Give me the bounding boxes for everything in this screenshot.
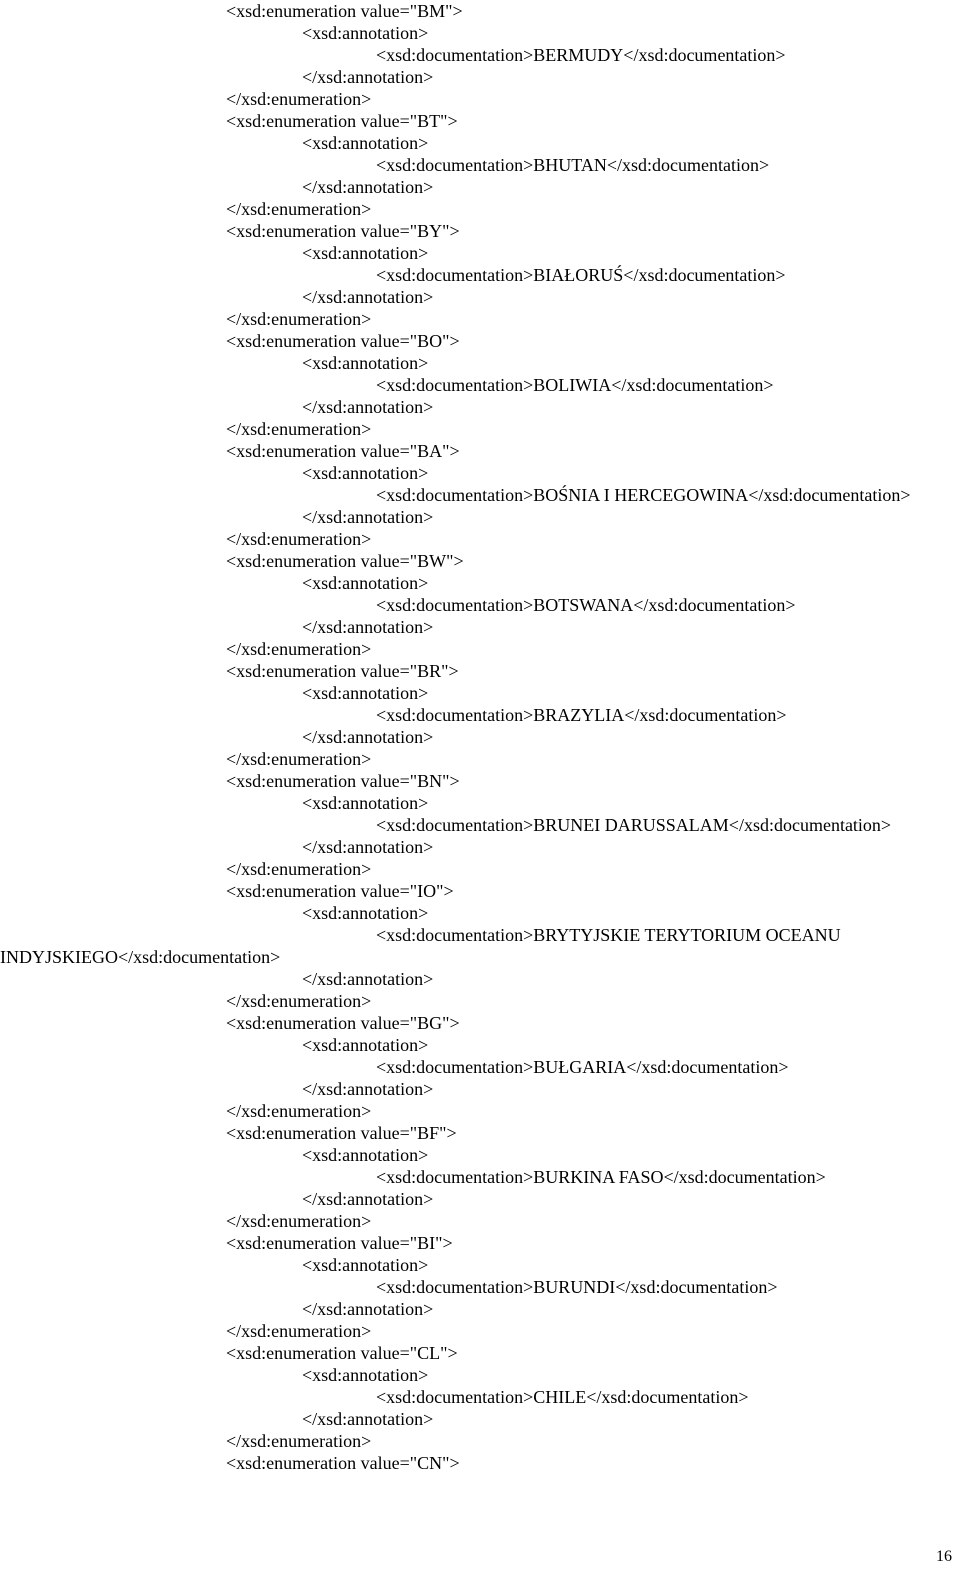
- code-line: <xsd:annotation>: [302, 353, 429, 373]
- code-line: <xsd:enumeration value="BR">: [226, 661, 459, 681]
- code-line: <xsd:annotation>: [302, 903, 429, 923]
- code-line: </xsd:enumeration>: [226, 529, 372, 549]
- code-line: </xsd:enumeration>: [226, 309, 372, 329]
- page-number: 16: [936, 1548, 952, 1565]
- code-line: <xsd:documentation>BOLIWIA</xsd:documentation>: [376, 375, 774, 395]
- code-line: <xsd:documentation>BIAŁORUŚ</xsd:documentation>: [376, 265, 786, 285]
- code-line: </xsd:annotation>: [302, 727, 434, 747]
- code-line: </xsd:annotation>: [302, 617, 434, 637]
- code-line: </xsd:annotation>: [302, 1079, 434, 1099]
- code-line: <xsd:annotation>: [302, 23, 429, 43]
- code-line: </xsd:enumeration>: [226, 199, 372, 219]
- code-line: <xsd:documentation>BURKINA FASO</xsd:documentation>: [376, 1167, 826, 1187]
- code-line: </xsd:enumeration>: [226, 991, 372, 1011]
- code-line: <xsd:documentation>BURUNDI</xsd:documentation>: [376, 1277, 778, 1297]
- code-line: <xsd:documentation>BOŚNIA I HERCEGOWINA</xsd:documentation>: [376, 485, 911, 505]
- code-line: <xsd:documentation>BRYTYJSKIE TERYTORIUM OCEANU: [376, 925, 841, 945]
- code-line: <xsd:annotation>: [302, 1255, 429, 1275]
- code-line: </xsd:annotation>: [302, 397, 434, 417]
- code-line: </xsd:annotation>: [302, 177, 434, 197]
- code-line: </xsd:enumeration>: [226, 859, 372, 879]
- code-line: <xsd:enumeration value="BI">: [226, 1233, 453, 1253]
- code-line: </xsd:enumeration>: [226, 419, 372, 439]
- code-line: <xsd:annotation>: [302, 463, 429, 483]
- code-line: <xsd:enumeration value="CL">: [226, 1343, 458, 1363]
- code-line: <xsd:annotation>: [302, 573, 429, 593]
- code-line: <xsd:enumeration value="BG">: [226, 1013, 460, 1033]
- code-line: </xsd:enumeration>: [226, 89, 372, 109]
- code-line: </xsd:annotation>: [302, 1189, 434, 1209]
- code-line: <xsd:enumeration value="CN">: [226, 1453, 460, 1473]
- code-line: <xsd:enumeration value="BY">: [226, 221, 460, 241]
- code-line: <xsd:documentation>BRUNEI DARUSSALAM</xsd:documentation>: [376, 815, 892, 835]
- code-line: <xsd:annotation>: [302, 793, 429, 813]
- code-line: </xsd:annotation>: [302, 67, 434, 87]
- code-line: <xsd:enumeration value="BF">: [226, 1123, 457, 1143]
- code-line: </xsd:enumeration>: [226, 749, 372, 769]
- code-line: <xsd:enumeration value="BW">: [226, 551, 464, 571]
- code-line: <xsd:enumeration value="BA">: [226, 441, 460, 461]
- code-line: <xsd:annotation>: [302, 243, 429, 263]
- code-line: </xsd:enumeration>: [226, 1211, 372, 1231]
- code-line: </xsd:annotation>: [302, 1409, 434, 1429]
- code-line: </xsd:enumeration>: [226, 1101, 372, 1121]
- code-line: </xsd:enumeration>: [226, 1321, 372, 1341]
- code-line: </xsd:enumeration>: [226, 639, 372, 659]
- code-line: <xsd:annotation>: [302, 133, 429, 153]
- code-line: <xsd:documentation>BOTSWANA</xsd:documentation>: [376, 595, 796, 615]
- code-line: </xsd:annotation>: [302, 837, 434, 857]
- code-line: </xsd:annotation>: [302, 287, 434, 307]
- code-line: <xsd:annotation>: [302, 1145, 429, 1165]
- code-line: <xsd:documentation>BERMUDY</xsd:documentation>: [376, 45, 786, 65]
- code-line: <xsd:enumeration value="BM">: [226, 1, 463, 21]
- code-line: <xsd:documentation>BRAZYLIA</xsd:documentation>: [376, 705, 787, 725]
- code-line: <xsd:documentation>BUŁGARIA</xsd:documentation>: [376, 1057, 789, 1077]
- code-line: </xsd:annotation>: [302, 1299, 434, 1319]
- code-line: <xsd:enumeration value="IO">: [226, 881, 454, 901]
- code-line: <xsd:annotation>: [302, 1035, 429, 1055]
- code-line: </xsd:annotation>: [302, 969, 434, 989]
- code-line: <xsd:annotation>: [302, 683, 429, 703]
- code-line: <xsd:documentation>BHUTAN</xsd:documentation>: [376, 155, 770, 175]
- code-line-wrapped: INDYJSKIEGO</xsd:documentation>: [0, 947, 281, 967]
- code-line: <xsd:documentation>CHILE</xsd:documentation>: [376, 1387, 749, 1407]
- code-line: <xsd:enumeration value="BO">: [226, 331, 460, 351]
- code-line: </xsd:enumeration>: [226, 1431, 372, 1451]
- code-line: </xsd:annotation>: [302, 507, 434, 527]
- code-line: <xsd:enumeration value="BN">: [226, 771, 460, 791]
- code-line: <xsd:annotation>: [302, 1365, 429, 1385]
- code-line: <xsd:enumeration value="BT">: [226, 111, 458, 131]
